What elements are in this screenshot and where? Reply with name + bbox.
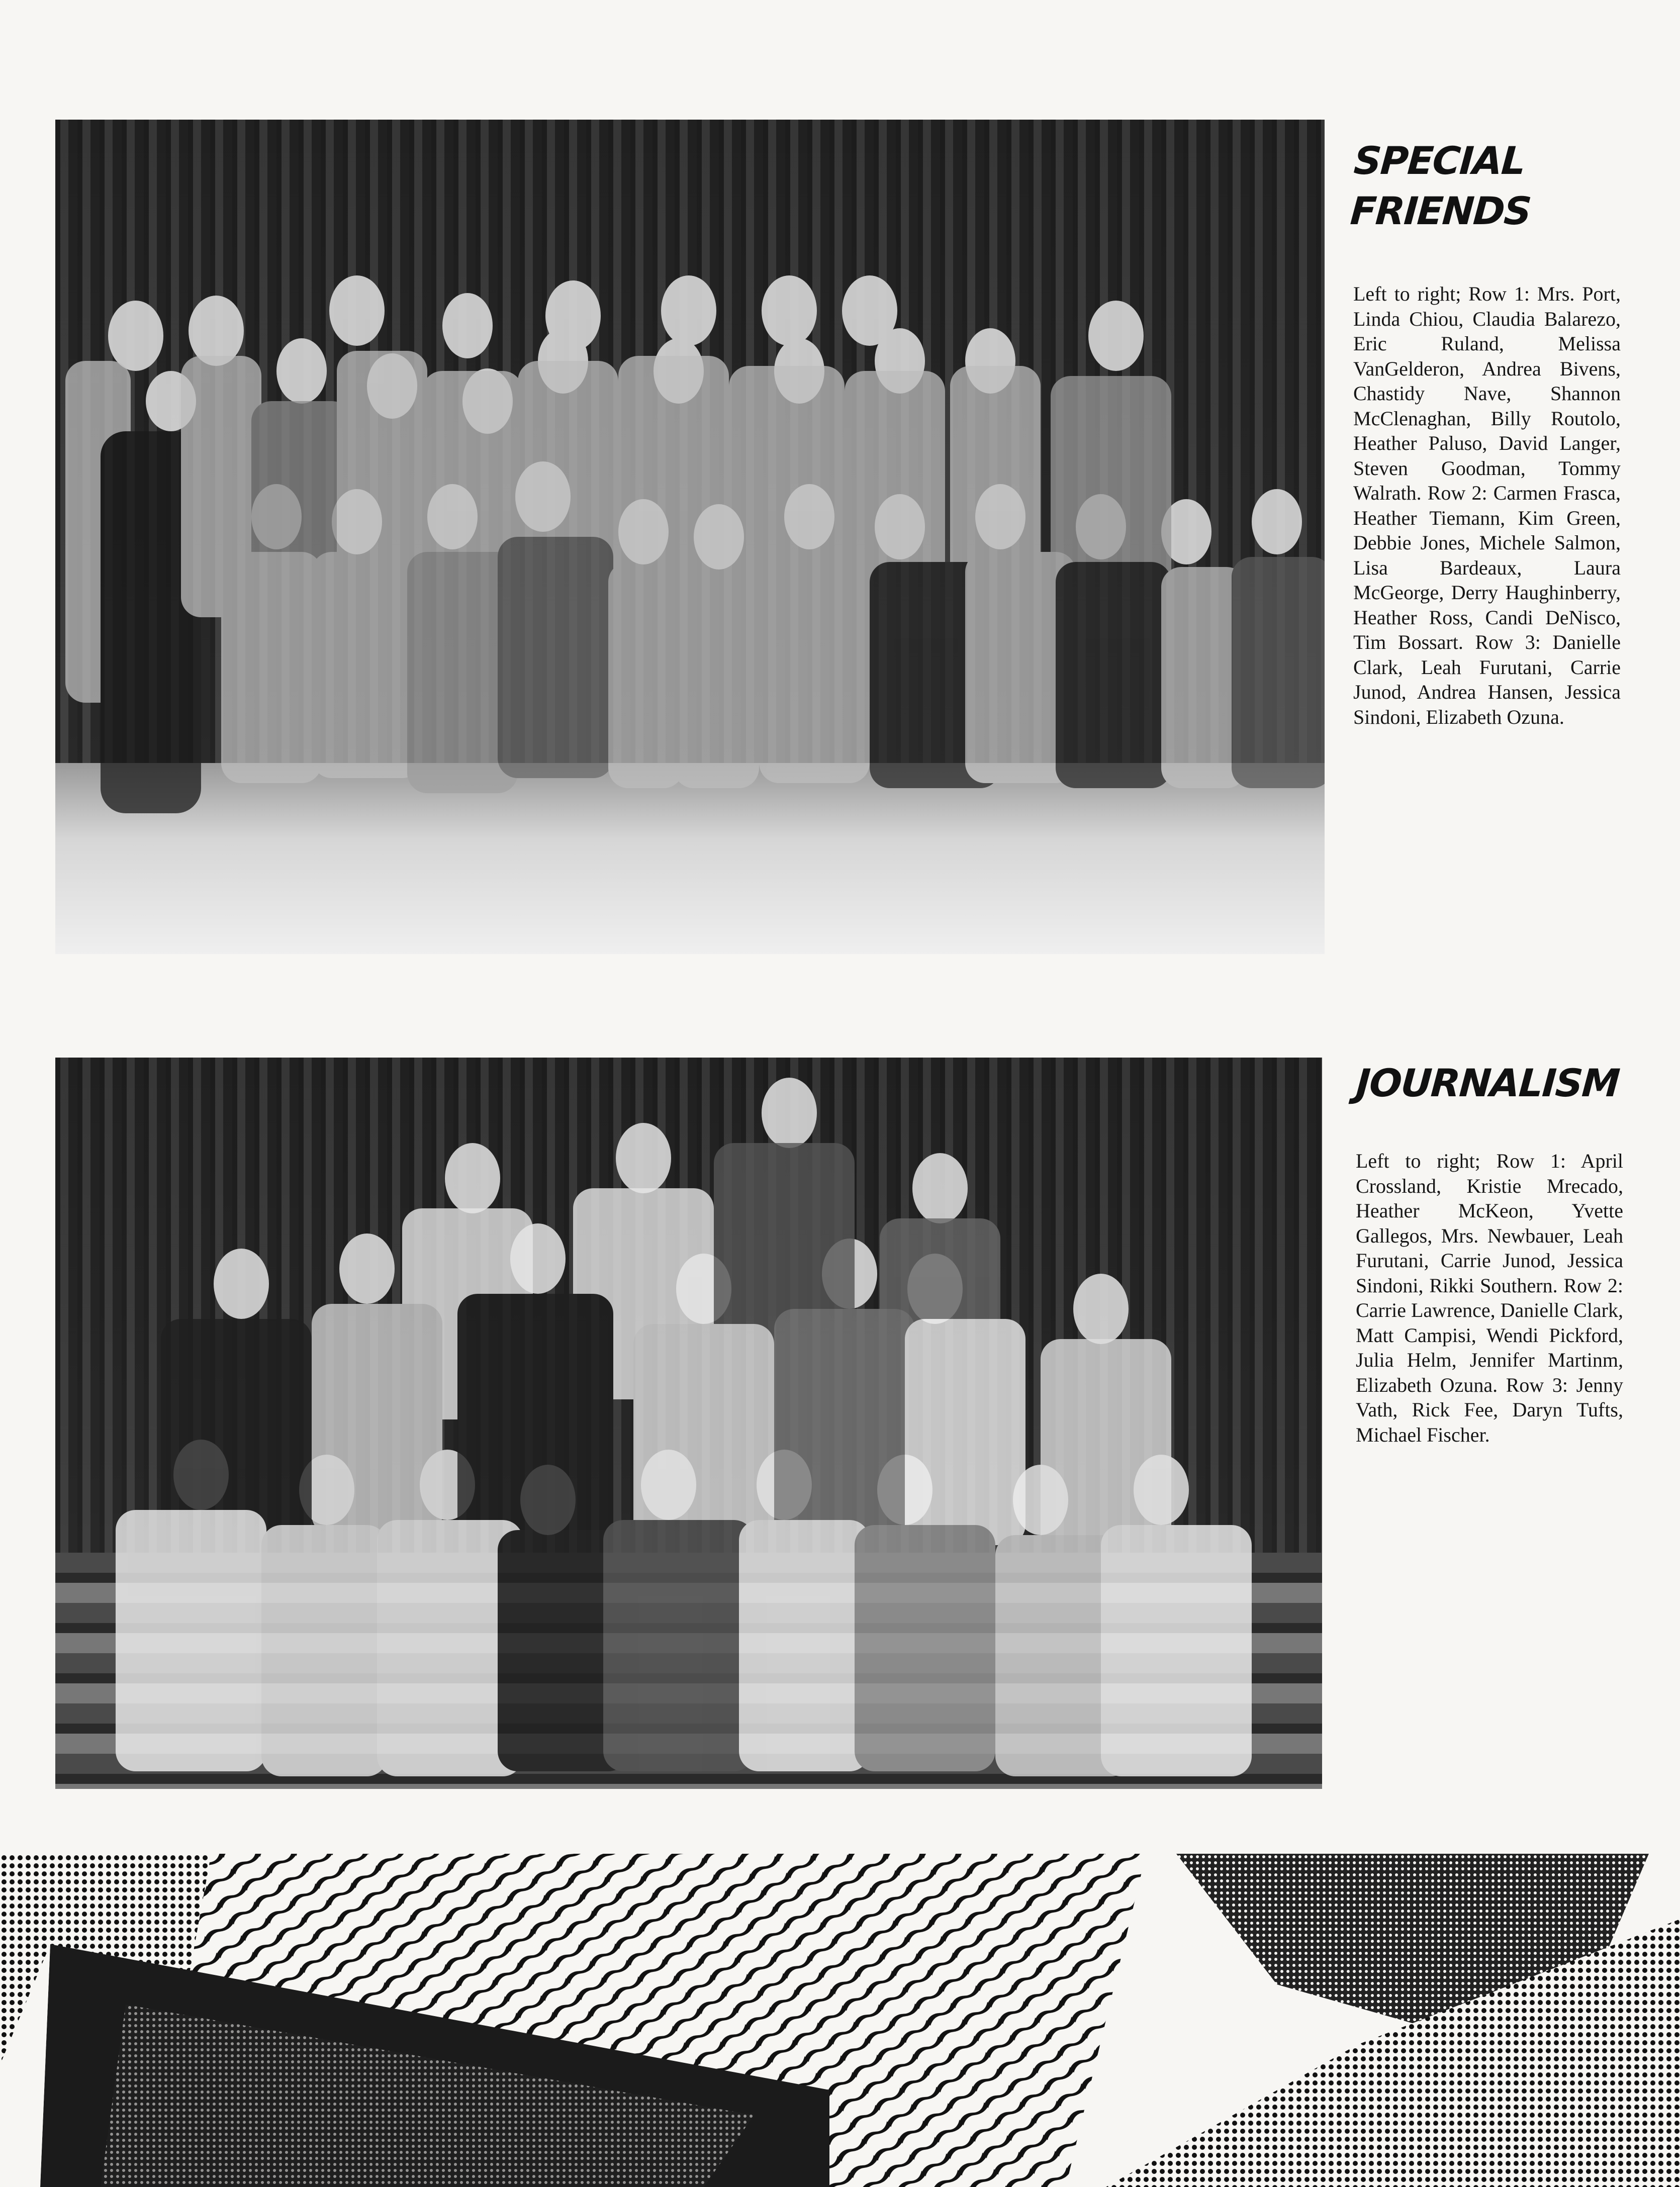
journalism-heading: JOURNALISM (1354, 1061, 1621, 1105)
decorative-pattern-banner (0, 1854, 1680, 2187)
special-friends-caption: Left to right; Row 1: Mrs. Port, Linda Chiou, Claudia Balarezo, Eric Ruland, Melissa VanGelderon, Andrea Bivens, Chastidy Nave, Shannon McClenaghan, Billy Routolo, Heather Paluso, David Langer, Steven Goodman, Tommy Walrath. Row 2: Carmen Frasca, Heather Tiemann, Kim Green, Debbie Jones, Michele Salmon, Lisa Bardeaux, Laura McGeorge, Derry Haughinberry, Heather Ross, Candi DeNisco, Tim Bossart. Row 3: Danielle Clark, Leah Furutani, Carrie Junod, Andrea Hansen, Jessica Sindoni, Elizabeth Ozuna. (1353, 282, 1621, 728)
special-friends-photo (55, 120, 1325, 954)
group-figures (55, 1058, 1322, 1789)
group-figures (55, 120, 1325, 954)
journalism-caption: Left to right; Row 1: April Crossland, Kristie Mrecado, Heather McKeon, Yvette Gallegos, Mrs. Newbauer, Leah Furutani, Carrie Junod, Jessica Sindoni, Rikki Southern. Row 2: Carrie Lawrence, Danielle Clark, Matt Campisi, Wendi Pickford, Julia Helm, Jennifer Martinm, Elizabeth Ozuna. Row 3: Jenny Vath, Rick Fee, Daryn Tufts, Michael Fischer. (1356, 1150, 1623, 1446)
journalism-photo (55, 1058, 1322, 1789)
special-friends-heading: SPECIAL FRIENDS (1349, 138, 1532, 233)
